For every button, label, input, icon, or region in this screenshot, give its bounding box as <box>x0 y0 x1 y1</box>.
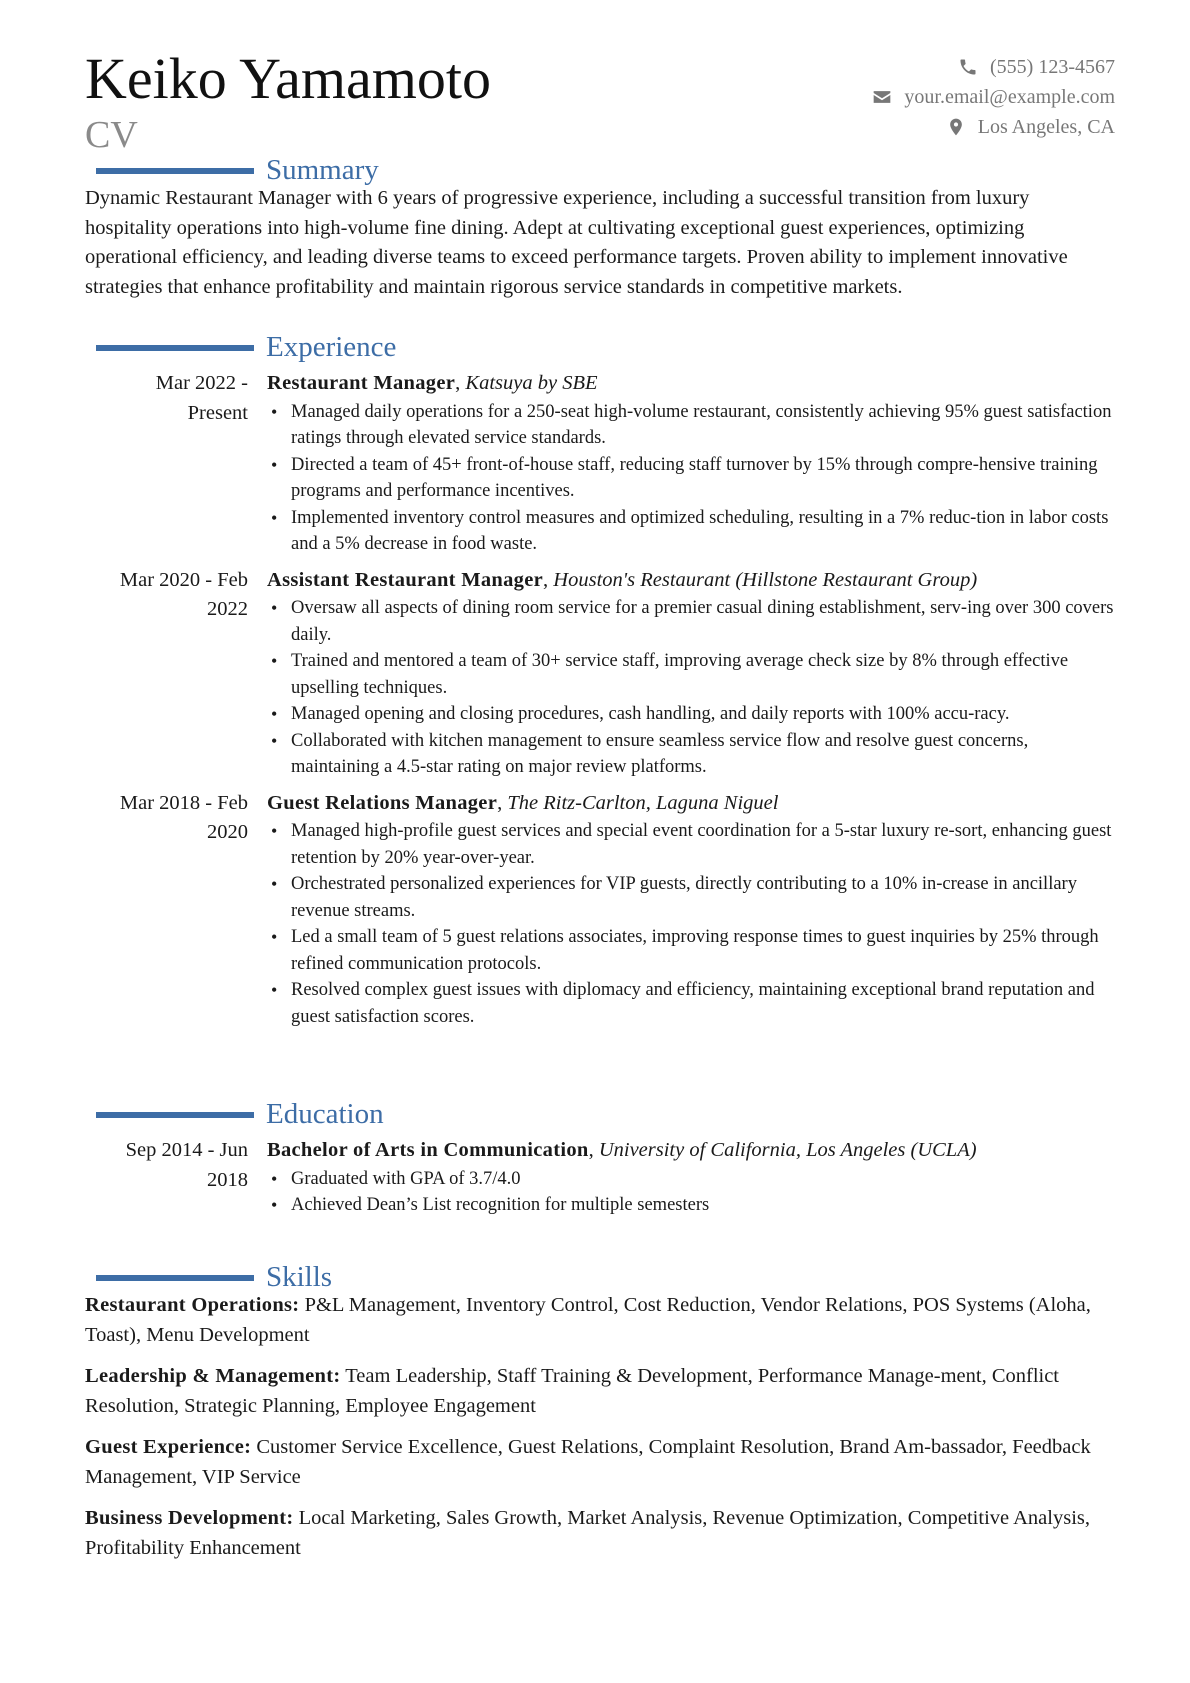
date-end: 2020 <box>207 821 248 843</box>
bullet-list <box>267 399 1115 558</box>
date-end: 2022 <box>207 598 248 620</box>
entry-date <box>85 1136 248 1195</box>
date-start: Mar 2022 - <box>155 372 248 394</box>
experience-entry <box>85 369 1115 558</box>
bullet-item: • Orchestrated personalized experiences for VIP guests, directly contributing to a 10% in-crease in ancillary revenue streams. <box>267 871 1115 924</box>
phone-text: (555) 123-4567 <box>990 56 1115 78</box>
degree-title: Bachelor of Arts in Communication <box>267 1139 589 1161</box>
entry-heading: Bachelor of Arts in Communication, University of California, Los Angeles (UCLA) <box>267 1139 977 1161</box>
skill-values: Team Leadership, Staff Training & Development, Performance Manage-ment, Conflict Resolution, Strategic Planning, Employee Engagement <box>85 1365 1060 1417</box>
bullet-item: • Directed a team of 45+ front-of-house staff, reducing staff turnover by 15% through compre-hensive training programs and performance incentives. <box>267 452 1115 505</box>
skill-category <box>85 1291 1115 1350</box>
skill-label: Restaurant Operations: <box>85 1294 300 1316</box>
role-title: Guest Relations Manager <box>267 791 498 814</box>
bullet-item: • Trained and mentored a team of 30+ service staff, improving average check size by 8% through effective upselling techniques. <box>267 648 1115 701</box>
bullet-item: • Resolved complex guest issues with diplomacy and efficiency, maintaining exceptional brand reputation and guest satisfaction scores. <box>267 977 1115 1030</box>
experience-entry <box>85 789 1115 1031</box>
skill-label: Leadership & Management: <box>85 1365 341 1387</box>
bullet-item: • Collaborated with kitchen management to ensure seamless service flow and resolve guest concerns, maintaining a 4.5-star rating on major review platforms. <box>267 728 1115 781</box>
role-title: Assistant Restaurant Manager <box>267 568 544 591</box>
contact-location <box>872 112 1115 142</box>
date-start: Sep 2014 - Jun <box>125 1139 248 1161</box>
bullet-list <box>267 595 1115 781</box>
date-end: 2018 <box>207 1168 248 1191</box>
section-accent-bar <box>96 1112 254 1118</box>
skill-values: P&L Management, Inventory Control, Cost Reduction, Vendor Relations, POS Systems (Aloha, Toast), Menu Development <box>85 1294 1091 1346</box>
section-title: Experience <box>266 331 397 363</box>
bullet-list <box>267 818 1115 1030</box>
entry-heading: Restaurant Manager, Katsuya by SBE <box>267 372 598 394</box>
bullet-item: • Oversaw all aspects of dining room service for a premier casual dining establishment, serv-ing over 300 covers daily. <box>267 595 1115 648</box>
contact-phone[interactable] <box>872 52 1115 82</box>
skill-values: Local Marketing, Sales Growth, Market Analysis, Revenue Optimization, Competitive Analysis, Profitability Enhancement <box>85 1507 1090 1559</box>
section-accent-bar <box>96 1275 254 1281</box>
contact-email[interactable] <box>872 82 1115 112</box>
date-end: Present <box>187 401 248 424</box>
bullet-item: • Led a small team of 5 guest relations associates, improving response times to guest inquiries by 25% through refined communication protocols. <box>267 924 1115 977</box>
bullet-item: • Achieved Dean’s List recognition for multiple semesters <box>267 1192 1115 1219</box>
school-name: University of California, Los Angeles (UCLA) <box>598 1139 977 1161</box>
date-start: Mar 2018 - Feb <box>119 791 248 814</box>
email-text: your.email@example.com <box>904 86 1115 108</box>
skill-category <box>85 1433 1115 1492</box>
summary-heading <box>85 152 1115 188</box>
bullet-item: • Managed high-profile guest services and special event coordination for a 5-star luxury re-sort, enhancing guest retention by 20% year-over-year. <box>267 818 1115 871</box>
education-entry <box>85 1136 1115 1219</box>
location-text: Los Angeles, CA <box>977 116 1115 138</box>
bullet-item: • Implemented inventory control measures and optimized scheduling, resulting in a 7% reduc-tion in labor costs and a 5% decrease in food waste. <box>267 505 1115 558</box>
document-subtitle: CV <box>85 114 138 156</box>
organization: Houston's Restaurant (Hillstone Restaurant Group) <box>553 568 978 591</box>
skills-list <box>85 1291 1115 1563</box>
organization: Katsuya by SBE <box>465 372 598 394</box>
section-title: Education <box>266 1098 384 1130</box>
section-accent-bar <box>96 168 254 174</box>
skill-category <box>85 1362 1115 1421</box>
candidate-name: Keiko Yamamoto <box>85 46 491 111</box>
education-section <box>85 1096 1115 1219</box>
envelope-icon <box>872 87 892 107</box>
education-heading <box>85 1096 1115 1132</box>
bullet-list <box>267 1166 1115 1219</box>
skill-values: Customer Service Excellence, Guest Relations, Complaint Resolution, Brand Am-bassador, Feedback Management, VIP Service <box>85 1436 1091 1488</box>
section-title: Skills <box>266 1261 333 1293</box>
map-marker-icon <box>946 117 966 137</box>
date-start: Mar 2020 - Feb <box>119 568 248 591</box>
entry-date <box>85 789 248 848</box>
skill-category <box>85 1504 1115 1563</box>
summary-section <box>85 152 1115 302</box>
entry-date <box>85 369 248 428</box>
bullet-item: • Managed opening and closing procedures, cash handling, and daily reports with 100% accu-racy. <box>267 701 1115 728</box>
entry-heading: Guest Relations Manager, The Ritz-Carlton, Laguna Niguel <box>267 791 779 814</box>
section-title: Summary <box>266 154 379 186</box>
role-title: Restaurant Manager <box>267 372 456 394</box>
entry-heading: Assistant Restaurant Manager, Houston's Restaurant (Hillstone Restaurant Group) <box>267 568 978 591</box>
contact-block <box>872 52 1115 142</box>
section-accent-bar <box>96 345 254 351</box>
skill-label: Business Development: <box>85 1507 294 1529</box>
experience-heading <box>85 329 1115 365</box>
bullet-item: • Managed daily operations for a 250-seat high-volume restaurant, consistently achieving 95% guest satisfaction ratings through elevated service standards. <box>267 399 1115 452</box>
phone-icon <box>958 57 978 77</box>
experience-section <box>85 329 1115 1030</box>
summary-text: Dynamic Restaurant Manager with 6 years of progressive experience, including a successful transition from luxury hospitality operations into high-volume fine dining. Adept at cultivating exceptional guest experiences, optimizing operational efficiency, and leading diverse teams to exceed performance targets. Proven ability to implement innovative strategies that enhance profitability and maintain rigorous service standards in competitive markets. <box>85 187 1068 298</box>
bullet-item: • Graduated with GPA of 3.7/4.0 <box>267 1166 1115 1193</box>
skill-label: Guest Experience: <box>85 1436 252 1458</box>
skills-heading <box>85 1259 1115 1295</box>
entry-date <box>85 566 248 625</box>
experience-entry <box>85 566 1115 781</box>
organization: The Ritz-Carlton, Laguna Niguel <box>507 791 779 814</box>
skills-section <box>85 1259 1115 1575</box>
